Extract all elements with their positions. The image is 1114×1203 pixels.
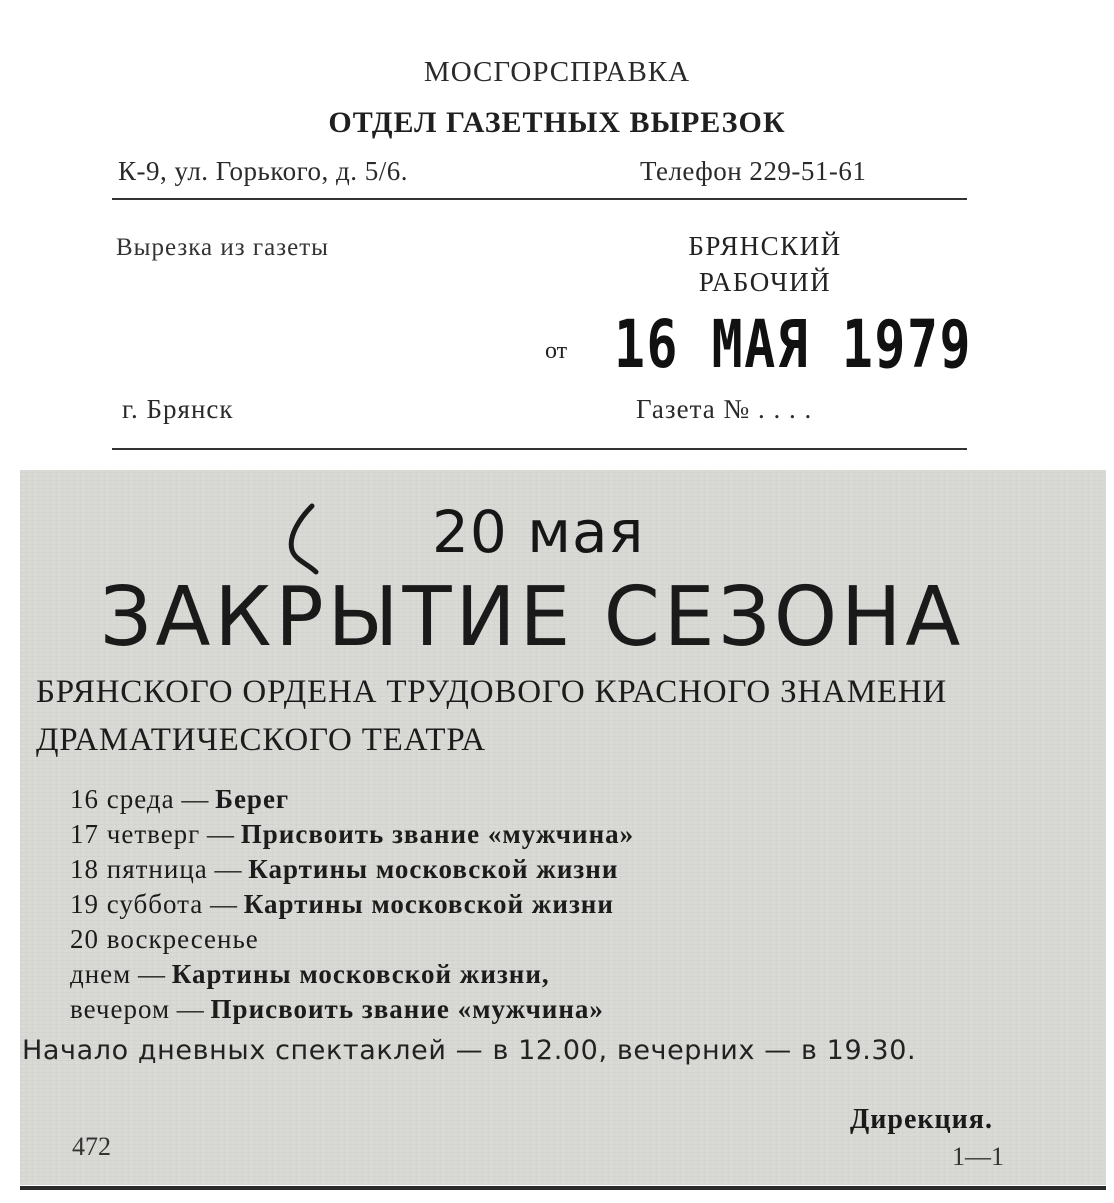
cutting-label: Вырезка из газеты [116, 234, 329, 261]
schedule-row [70, 817, 634, 852]
schedule-play: Картины московской жизни [243, 889, 614, 919]
start-times-notice: Начало дневных спектаклей — в 12.00, вечерних — в 19.30. [22, 1035, 917, 1066]
header-department: ОТДЕЛ ГАЗЕТНЫХ ВЫРЕЗОК [328, 106, 786, 139]
city-label: г. Брянск [122, 394, 234, 424]
schedule-play: Присвоить звание «мужчина» [210, 994, 604, 1024]
schedule-dash: — [214, 854, 242, 884]
schedule-play: Картины московской жизни [248, 854, 619, 884]
header-org: МОСГОРСПРАВКА [423, 56, 691, 88]
schedule-dash: — [138, 959, 166, 989]
schedule-day: днем [70, 959, 132, 989]
order-number: 472 [72, 1132, 111, 1161]
schedule-day: вечером [70, 994, 171, 1024]
schedule-day: 20 воскресенье [70, 924, 259, 954]
schedule-day: 18 пятница [70, 854, 208, 884]
theatre-name: БРЯНСКОГО ОРДЕНА ТРУДОВОГО КРАСНОГО ЗНАМЕНИ ДРАМАТИЧЕСКОГО ТЕАТРА [36, 674, 948, 758]
schedule-row [70, 992, 634, 1027]
schedule-row [70, 922, 634, 957]
schedule-row [70, 887, 634, 922]
schedule-day: 17 четверг [70, 819, 201, 849]
newspaper-name-line1: БРЯНСКИЙ [688, 231, 842, 261]
schedule-row [70, 782, 634, 817]
schedule-dash: — [176, 994, 204, 1024]
schedule-play: Берег [215, 784, 290, 814]
clipping-bottom-rule [20, 1186, 1106, 1190]
schedule-dash: — [210, 889, 238, 919]
header-bottom-divider [112, 448, 967, 450]
schedule-day: 19 суббота [70, 889, 204, 919]
schedule-row [70, 957, 634, 992]
event-title: ЗАКРЫТИЕ СЕЗОНА [100, 570, 965, 665]
schedule-row [70, 852, 634, 887]
schedule-play: Присвоить звание «мужчина» [240, 819, 635, 849]
header-phone: Телефон 229-51-61 [640, 156, 867, 186]
performance-schedule [70, 782, 634, 1027]
header-address: К-9, ул. Горького, д. 5/6. [118, 156, 408, 186]
signature: Дирекция. [850, 1104, 993, 1135]
gazeta-number: Газета № . . . . [636, 394, 813, 424]
schedule-day: 16 среда [70, 784, 175, 814]
date-prefix: от [545, 338, 568, 364]
date-stamp: 16 МАЯ 1979 [614, 306, 973, 383]
newspaper-name [600, 228, 930, 300]
schedule-dash: — [181, 784, 209, 814]
handwritten-mark-icon [282, 502, 326, 576]
issue-code: 1—1 [952, 1142, 1004, 1171]
newspaper-name-line2: РАБОЧИЙ [698, 267, 832, 297]
event-date: 20 мая [432, 498, 645, 566]
schedule-dash: — [207, 819, 235, 849]
schedule-play: Картины московской жизни, [171, 959, 550, 989]
header-divider [112, 198, 967, 200]
